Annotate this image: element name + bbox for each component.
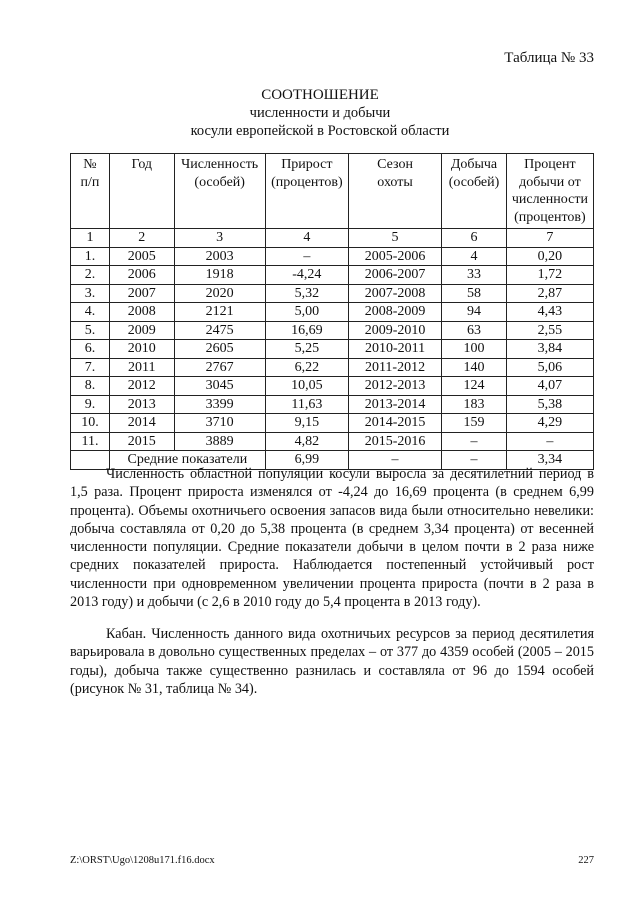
table-cell: –	[506, 432, 593, 451]
table-cell: 2767	[174, 358, 265, 377]
table-cell: 1918	[174, 266, 265, 285]
table-cell: -4,24	[265, 266, 348, 285]
table-cell: 2010	[109, 340, 174, 359]
table-body	[71, 247, 594, 451]
table-cell: 5,32	[265, 284, 348, 303]
footer-page-number: 227	[578, 855, 594, 866]
column-header-line: №	[83, 157, 97, 172]
table-cell: 16,69	[265, 321, 348, 340]
table-cell: 2,55	[506, 321, 593, 340]
table-cell: 7.	[71, 358, 110, 377]
table-cell: 3889	[174, 432, 265, 451]
table-cell: 5,38	[506, 395, 593, 414]
column-header	[71, 154, 110, 229]
column-number-cell: 4	[265, 229, 348, 248]
table-cell: 2015-2016	[348, 432, 441, 451]
column-number-cell: 3	[174, 229, 265, 248]
table-cell: 2011-2012	[348, 358, 441, 377]
table-cell: 2012-2013	[348, 377, 441, 396]
column-header-line: Год	[131, 157, 153, 172]
table-cell: 2008-2009	[348, 303, 441, 322]
table-cell: 4	[442, 247, 507, 266]
table-cell: 9.	[71, 395, 110, 414]
table-cell: 5,06	[506, 358, 593, 377]
table-row	[71, 266, 594, 285]
table-cell: 2007	[109, 284, 174, 303]
column-header-line: (процентов)	[514, 209, 586, 225]
title-line-3: косули европейской в Ростовской области	[190, 123, 450, 139]
table-cell: 2007-2008	[348, 284, 441, 303]
average-growth: 6,99	[265, 451, 348, 470]
table-row	[71, 414, 594, 433]
column-header-line: п/п	[80, 174, 100, 190]
table-row	[71, 247, 594, 266]
table-cell: 5,25	[265, 340, 348, 359]
table-row	[71, 284, 594, 303]
table-cell: 8.	[71, 377, 110, 396]
average-harvest: –	[442, 451, 507, 470]
table-cell: 1,72	[506, 266, 593, 285]
table-cell: 4,82	[265, 432, 348, 451]
table-cell: 3399	[174, 395, 265, 414]
table-cell: 3045	[174, 377, 265, 396]
table-cell: 2009-2010	[348, 321, 441, 340]
table-cell: 6,22	[265, 358, 348, 377]
table-cell: 3710	[174, 414, 265, 433]
table-cell: 2008	[109, 303, 174, 322]
table-cell: 2475	[174, 321, 265, 340]
average-label: Средние показатели	[109, 451, 265, 470]
table-cell: 63	[442, 321, 507, 340]
table-cell: 5.	[71, 321, 110, 340]
table-cell: –	[442, 432, 507, 451]
average-percent: 3,34	[506, 451, 593, 470]
table-cell: 2014	[109, 414, 174, 433]
column-header	[442, 154, 507, 229]
table-title	[0, 86, 640, 140]
table-cell: 1.	[71, 247, 110, 266]
table-row	[71, 395, 594, 414]
column-header-line: (процентов)	[271, 174, 343, 190]
table-cell: 10.	[71, 414, 110, 433]
column-header	[174, 154, 265, 229]
table-number: Таблица № 33	[504, 50, 594, 66]
column-header-line: Сезон	[377, 157, 413, 172]
table-cell: 2020	[174, 284, 265, 303]
column-header-line: охоты	[377, 174, 413, 190]
column-header-line: Добыча	[450, 157, 498, 172]
column-header	[348, 154, 441, 229]
table-cell: 10,05	[265, 377, 348, 396]
table-cell: 9,15	[265, 414, 348, 433]
table-cell: 2009	[109, 321, 174, 340]
table-cell: 2015	[109, 432, 174, 451]
column-header	[506, 154, 593, 229]
column-number-cell: 5	[348, 229, 441, 248]
table-row	[71, 303, 594, 322]
table-cell: 2,87	[506, 284, 593, 303]
table-cell: 2006	[109, 266, 174, 285]
table-cell: 2011	[109, 358, 174, 377]
column-header-line: добычи от	[519, 174, 581, 190]
column-number-cell: 1	[71, 229, 110, 248]
table-row	[71, 358, 594, 377]
table-cell: 100	[442, 340, 507, 359]
title-main: СООТНОШЕНИЕ	[261, 87, 379, 103]
table-cell: 5,00	[265, 303, 348, 322]
table-cell: 159	[442, 414, 507, 433]
table-cell: 4,29	[506, 414, 593, 433]
table-cell: 124	[442, 377, 507, 396]
table-cell: 2010-2011	[348, 340, 441, 359]
data-table	[70, 153, 594, 470]
table-cell: 2014-2015	[348, 414, 441, 433]
column-header-line: (особей)	[448, 174, 500, 190]
table-cell: 3,84	[506, 340, 593, 359]
table-cell: 183	[442, 395, 507, 414]
table-cell: 2005	[109, 247, 174, 266]
table-cell: 2006-2007	[348, 266, 441, 285]
table-row	[71, 321, 594, 340]
table-cell: 4,07	[506, 377, 593, 396]
column-header-line: Процент	[524, 157, 576, 172]
table-cell: 94	[442, 303, 507, 322]
table-row	[71, 432, 594, 451]
table-header-row	[71, 154, 594, 229]
table-cell: 2013	[109, 395, 174, 414]
table-cell: 2605	[174, 340, 265, 359]
table-cell: 4,43	[506, 303, 593, 322]
column-number-cell: 7	[506, 229, 593, 248]
table-cell: 2012	[109, 377, 174, 396]
table-cell: 2013-2014	[348, 395, 441, 414]
table-cell: 58	[442, 284, 507, 303]
column-number-cell: 2	[109, 229, 174, 248]
table-row	[71, 377, 594, 396]
table-cell: 140	[442, 358, 507, 377]
table-cell: 2005-2006	[348, 247, 441, 266]
table-cell: 33	[442, 266, 507, 285]
table-row	[71, 340, 594, 359]
table-cell: 11.	[71, 432, 110, 451]
column-header	[265, 154, 348, 229]
table-cell: –	[265, 247, 348, 266]
column-header	[109, 154, 174, 229]
column-header-line: численности	[511, 192, 588, 207]
table-cell: 4.	[71, 303, 110, 322]
table-cell: 2.	[71, 266, 110, 285]
column-header-line: Прирост	[281, 157, 333, 172]
table-cell: 0,20	[506, 247, 593, 266]
column-number-row	[71, 229, 594, 248]
title-line-2: численности и добычи	[249, 105, 391, 121]
column-header-line: Численность	[181, 157, 259, 172]
table-cell: 6.	[71, 340, 110, 359]
paragraph-roe-deer: Численность областной популяции косули выросла за десятилетний период в 1,5 раза. Процент прироста изменялся от -4,24 до 16,69 процента (в среднем 6,99 процента). Объемы охотничьего освоения запасов вида были относительно невелики: добыча составляла от 0,20 до 5,38 процента (в среднем 3,34 процента) от весенней численности популяции. Средние показатели добычи в целом почти в 2 раза ниже средних показателей прироста. Наблюдается постепенный устойчивый рост численности при одновременном увеличении процента прироста (почти в 2 раза в 2013 году) и добычи (с 2,6 в 2010 году до 5,4 процента в 2013 году).	[70, 466, 594, 611]
column-header-line: (особей)	[194, 174, 245, 190]
table-cell: 2121	[174, 303, 265, 322]
table-cell: 11,63	[265, 395, 348, 414]
column-number-cell: 6	[442, 229, 507, 248]
table-cell: 2003	[174, 247, 265, 266]
paragraph-wild-boar: Кабан. Численность данного вида охотничьих ресурсов за период десятилетия варьировала в довольно существенных пределах – от 377 до 4359 особей (2005 – 2015 годы), добыча также существенно разнилась и составляла от 96 до 1594 особей (рисунок № 31, таблица № 34).	[70, 626, 594, 697]
average-season: –	[348, 451, 441, 470]
table-cell: 3.	[71, 284, 110, 303]
footer-file-path: Z:\ORST\Ugo\1208u171.f16.docx	[70, 855, 215, 866]
